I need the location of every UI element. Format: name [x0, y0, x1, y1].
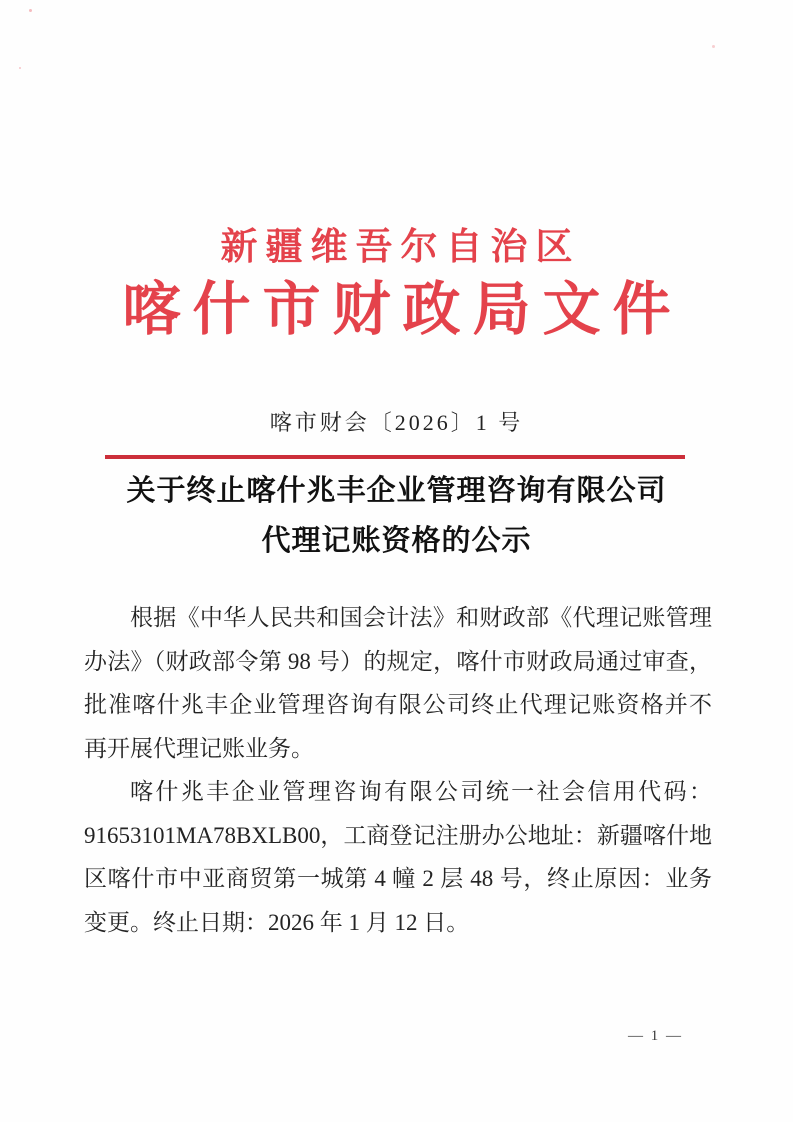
body-line: 再开展代理记账业务。 — [84, 735, 314, 761]
body-line: 批准喀什兆丰企业管理咨询有限公司终止代理记账资格并不 — [84, 692, 712, 717]
letterhead-divider — [105, 455, 685, 459]
body-line: 喀什兆丰企业管理咨询有限公司统一社会信用代码： — [130, 779, 712, 804]
body-line: 变更。终止日期：2026 年 1 月 12 日。 — [84, 909, 470, 935]
body-line: 区喀什市中亚商贸第一城第 4 幢 2 层 48 号，终止原因：业务 — [84, 866, 712, 891]
document-title-line1: 关于终止喀什兆丰企业管理咨询有限公司 — [126, 475, 667, 507]
letterhead-region-name: 新疆维吾尔自治区 — [220, 227, 581, 268]
scan-artifact — [712, 45, 715, 48]
document-title — [0, 466, 793, 566]
document-title-line2: 代理记账资格的公示 — [261, 525, 532, 557]
page-number: — 1 — — [628, 1028, 683, 1044]
body-line: 根据《中华人民共和国会计法》和财政部《代理记账管理 — [130, 605, 712, 630]
body-line: 办法》（财政部令第 98 号）的规定，喀什市财政局通过审查， — [84, 648, 712, 674]
scan-artifact — [19, 67, 21, 69]
document-body — [84, 596, 712, 944]
document-number: 喀市财会〔2026〕1 号 — [269, 410, 524, 435]
letterhead-organization-title: 喀什市财政局文件 — [122, 277, 683, 342]
scan-artifact — [29, 9, 32, 12]
body-line: 91653101MA78BXLB00，工商登记注册办公地址：新疆喀什地 — [84, 822, 712, 848]
